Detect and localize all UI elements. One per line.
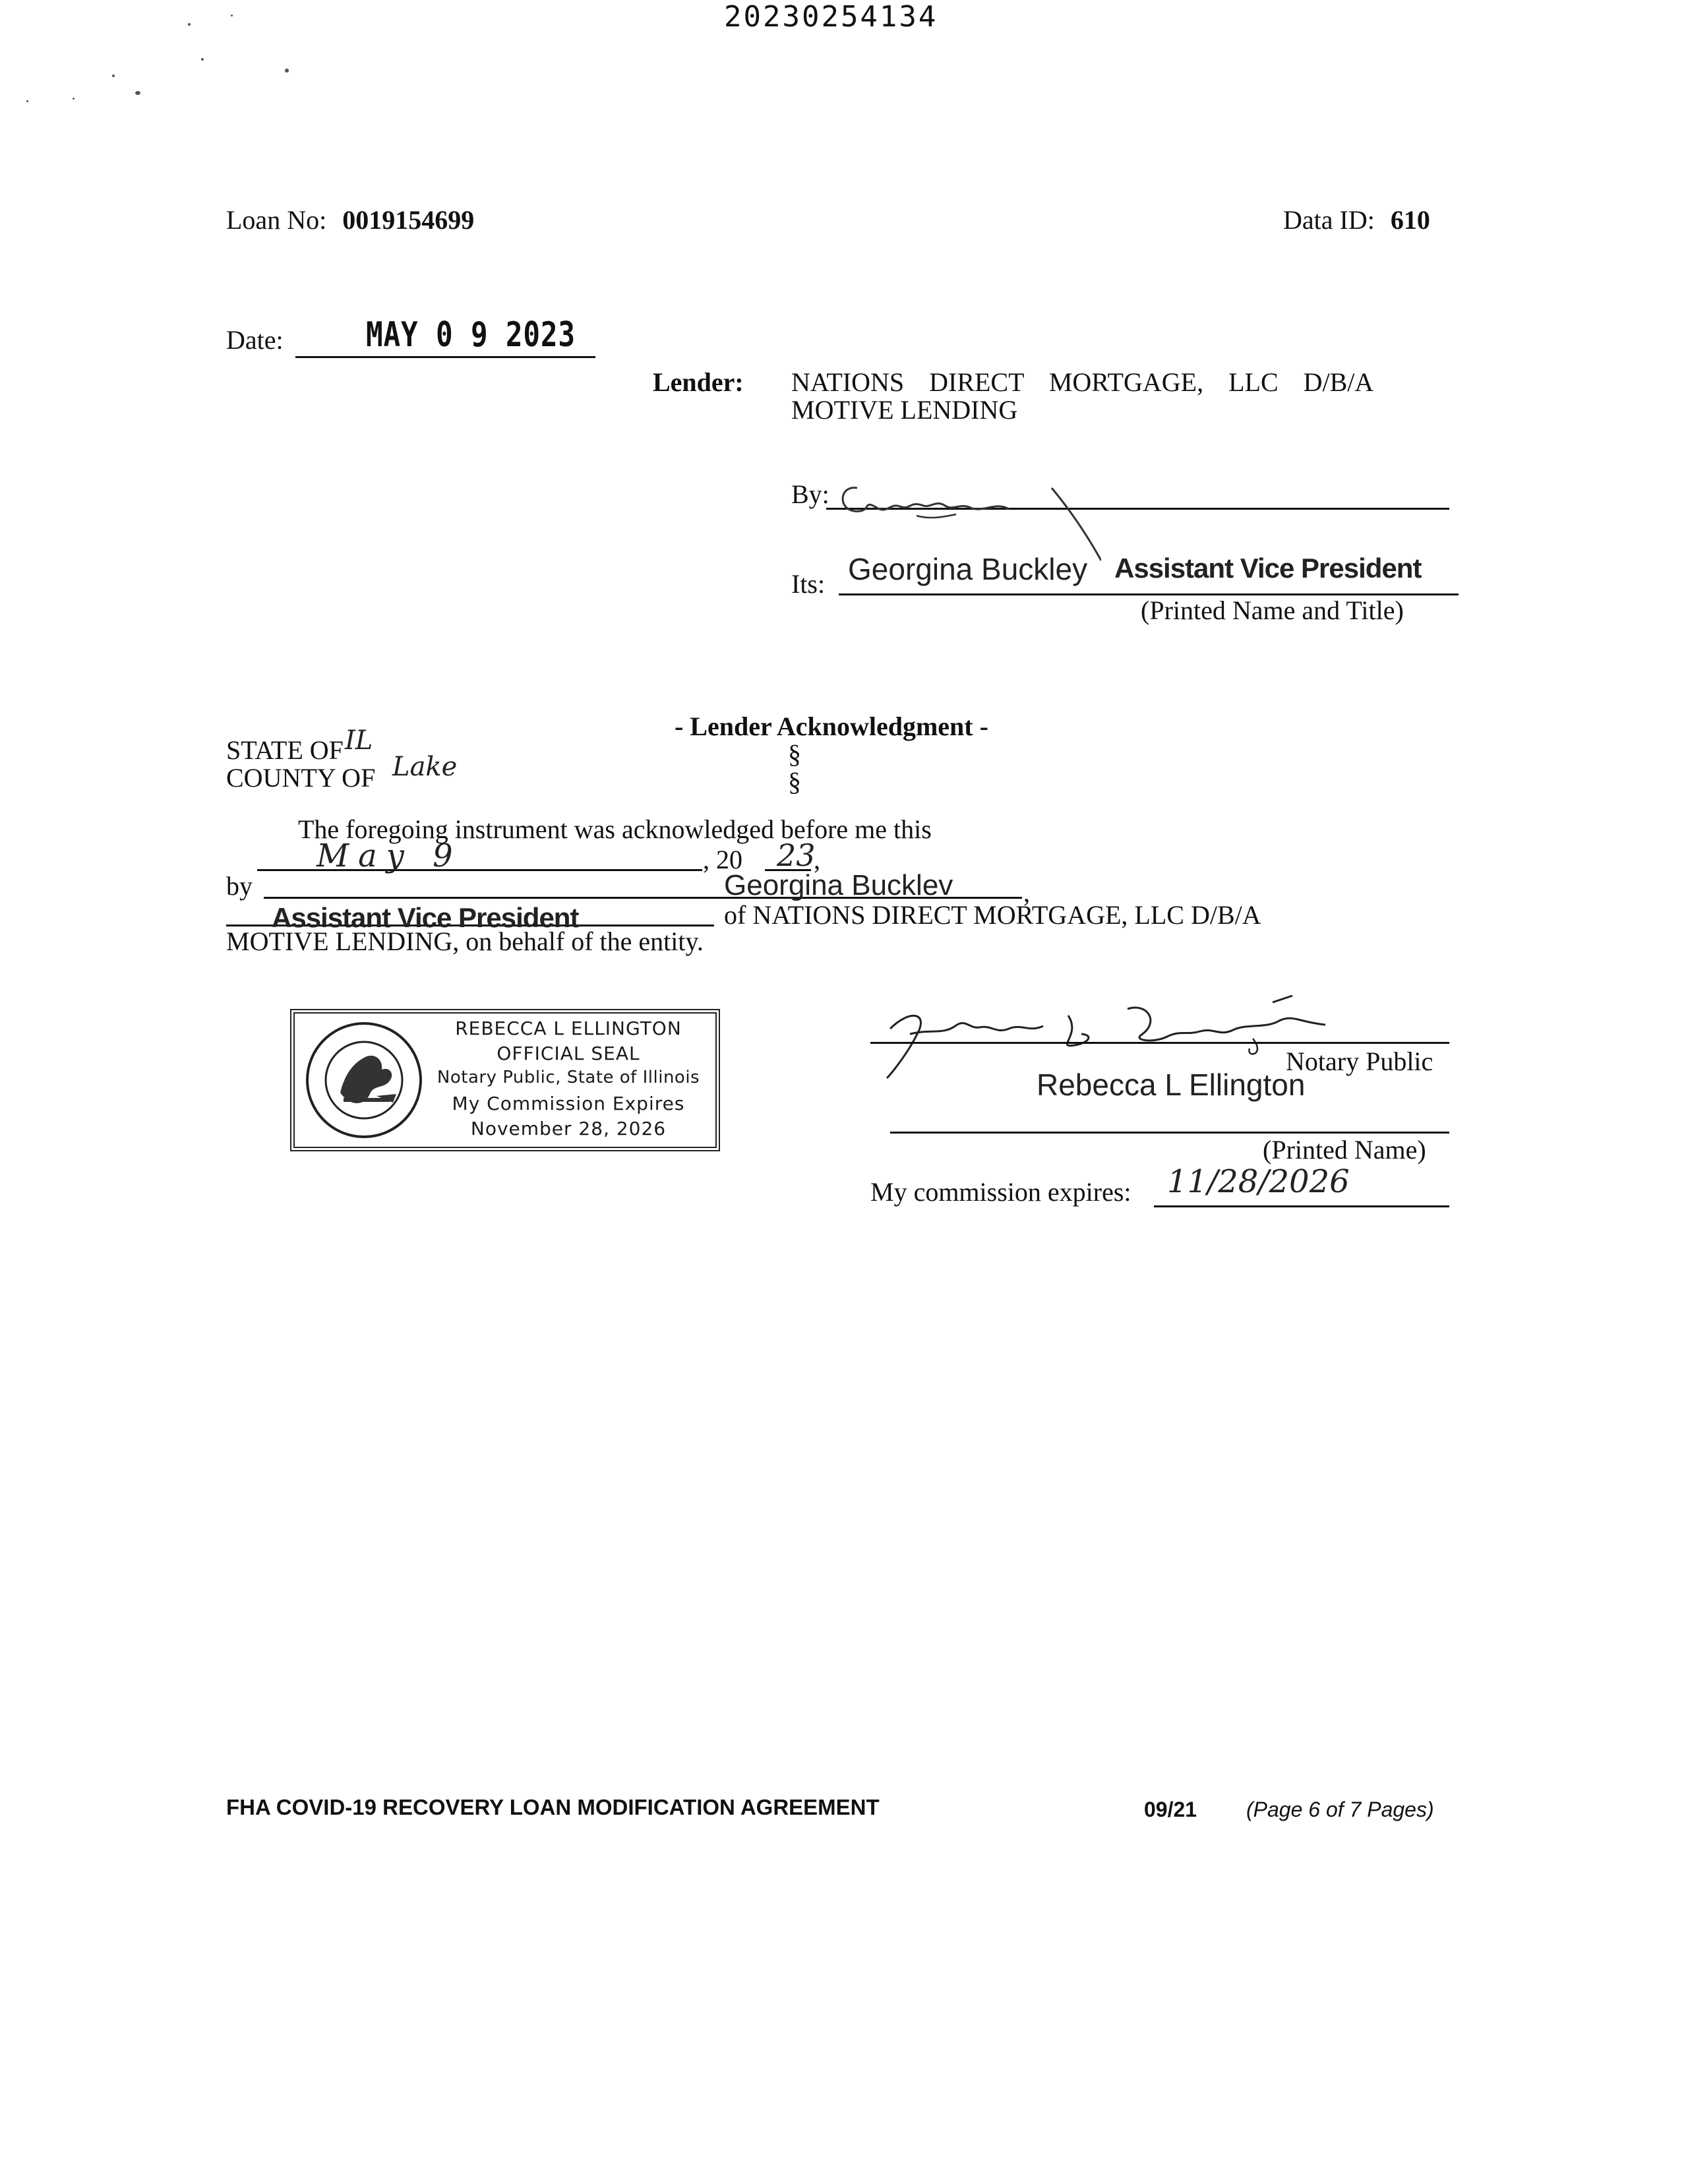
notary-printed-name-label: (Printed Name) <box>1263 1135 1426 1165</box>
commission-line <box>1154 1205 1449 1207</box>
notary-printed-name-stamp: Rebecca L Ellington <box>1037 1068 1306 1102</box>
state-handwritten: IL <box>345 725 373 756</box>
commission-handwritten: 11/28/2026 <box>1167 1163 1350 1200</box>
footer-page: (Page 6 of 7 Pages) <box>1246 1798 1434 1821</box>
scan-speck <box>231 15 233 16</box>
seal-line-2: OFFICIAL SEAL <box>497 1043 640 1064</box>
ack-title-stamp: Assistant Vice President <box>272 902 579 933</box>
illinois-state-seal-icon <box>304 1020 424 1140</box>
lender-name-line2: MOTIVE LENDING <box>791 395 1018 425</box>
data-id-value: 610 <box>1390 205 1430 235</box>
printed-name-title-label: (Printed Name and Title) <box>1141 595 1404 625</box>
record-number: 20230254134 <box>724 0 938 34</box>
loan-number: 0019154699 <box>342 205 475 235</box>
scan-speck <box>26 100 28 102</box>
notary-printed-name-line <box>890 1132 1449 1134</box>
ack-year-prefix: , 20 <box>703 845 742 874</box>
scan-speck <box>201 58 204 61</box>
commission-label: My commission expires: <box>870 1177 1131 1207</box>
state-row <box>226 735 344 766</box>
seal-line-4: My Commission Expires <box>452 1093 685 1114</box>
data-id-row <box>1283 204 1430 235</box>
seal-line-3: Notary Public, State of Illinois <box>437 1068 700 1087</box>
ack-line-last: MOTIVE LENDING, on behalf of the entity. <box>226 926 704 956</box>
lender-label: Lender: <box>653 367 744 397</box>
county-label: COUNTY OF <box>226 763 376 793</box>
scan-speck <box>112 75 115 77</box>
ack-year-handwritten: 23 <box>777 837 816 873</box>
ack-line-1: The foregoing instrument was acknowledged before me this <box>298 814 932 844</box>
scan-speck <box>188 23 191 26</box>
signer-name-stamp: Georgina Buckley <box>848 552 1088 586</box>
date-stamp: MAY 0 9 2023 <box>366 315 576 355</box>
county-row <box>226 762 375 793</box>
seal-line-5: November 28, 2026 <box>470 1118 667 1139</box>
notary-signature-line <box>870 1042 1449 1044</box>
ack-by-label: by <box>226 871 253 901</box>
signer-title-stamp: Assistant Vice President <box>1114 553 1422 584</box>
scan-speck <box>285 69 289 73</box>
notary-public-label: Notary Public <box>1286 1046 1433 1076</box>
ack-name-comma: , <box>1023 878 1030 907</box>
seal-line-1: REBECCA L ELLINGTON <box>455 1017 682 1039</box>
state-label: STATE OF <box>226 735 344 765</box>
date-underline <box>295 356 595 358</box>
footer-title: FHA COVID-19 RECOVERY LOAN MODIFICATION AGREEMENT <box>226 1795 880 1819</box>
loan-number-row <box>226 204 474 235</box>
ack-of-text: of NATIONS DIRECT MORTGAGE, LLC D/B/A <box>724 900 1261 930</box>
county-handwritten: Lake <box>392 752 458 782</box>
acknowledgment-heading: - Lender Acknowledgment - <box>675 712 988 741</box>
by-label: By: <box>791 479 829 509</box>
scan-speck <box>73 98 75 100</box>
lender-name-line1: NATIONS DIRECT MORTGAGE, LLC D/B/A <box>791 367 1374 397</box>
loan-label: Loan No: <box>226 205 327 235</box>
notary-seal-stamp <box>290 1009 720 1151</box>
ack-name-stamp: Georgina Bucklev <box>724 869 953 901</box>
ack-comma: , <box>814 845 820 874</box>
section-mark-2: § <box>788 767 801 797</box>
footer-revision: 09/21 <box>1144 1798 1197 1821</box>
section-mark-1: § <box>788 739 801 769</box>
data-id-label: Data ID: <box>1283 205 1375 235</box>
ack-date-handwritten: May 9 <box>316 837 462 874</box>
date-label: Date: <box>226 325 284 355</box>
scan-speck <box>135 91 140 95</box>
its-label: Its: <box>791 569 826 599</box>
